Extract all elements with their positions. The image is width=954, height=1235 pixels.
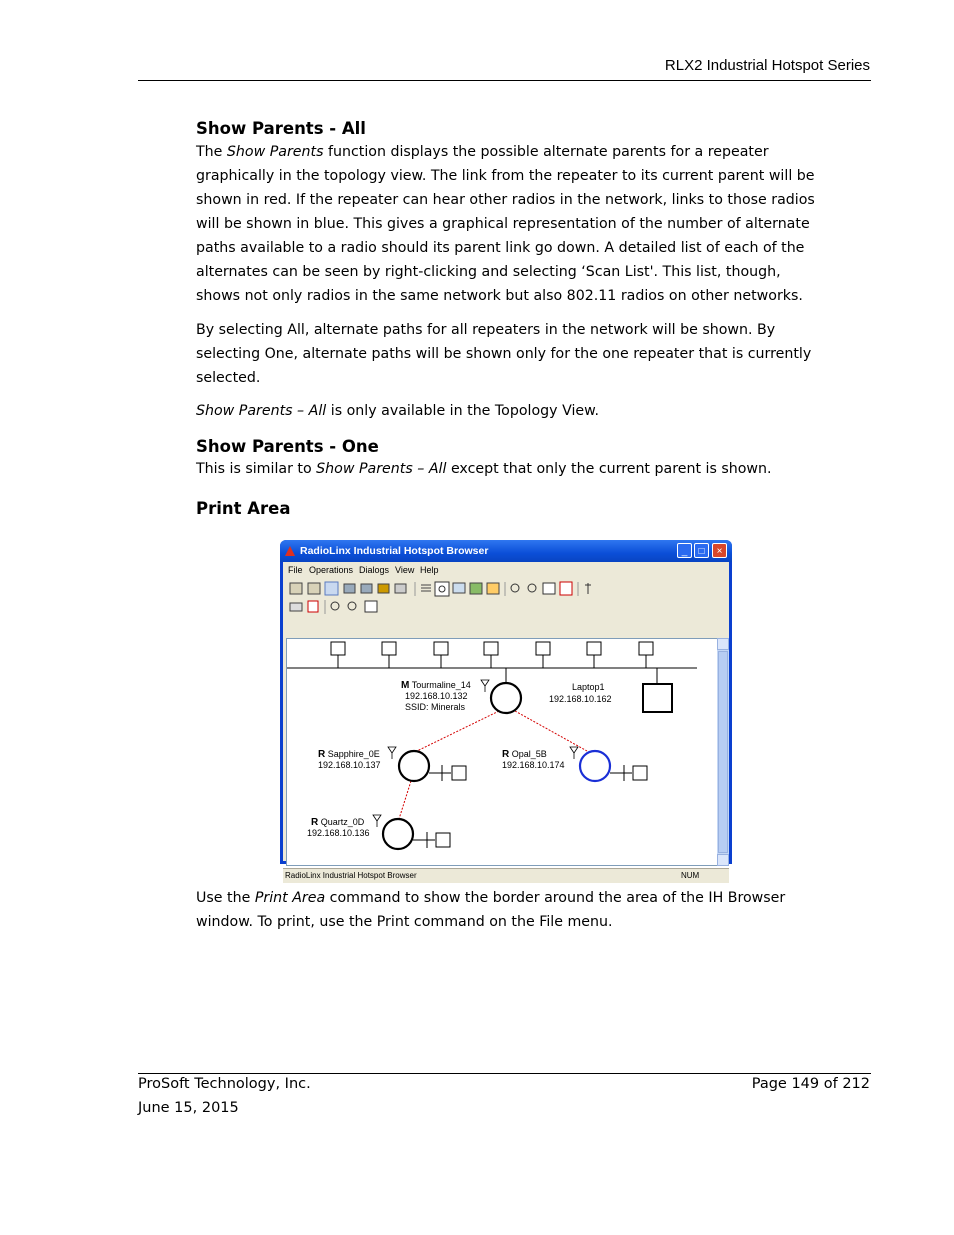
toolbar-secondary [285,598,385,616]
close-button[interactable]: × [712,543,727,558]
status-text: RadioLinx Industrial Hotspot Browser [285,871,417,880]
sapphire-node-label [318,749,381,771]
opal-node-label [502,749,565,771]
opal-ip: 192.168.10.174 [502,760,565,770]
scroll-up-arrow-icon[interactable] [717,638,729,650]
ih-browser-window [280,540,732,880]
toolbar-icons [285,580,625,598]
laptop-node-label [549,681,612,705]
scroll-thumb[interactable] [718,651,728,853]
footer-page-number: Page 149 of 212 [751,1076,870,1092]
footer-date: June 15, 2015 [138,1100,239,1116]
laptop-ip: 192.168.10.162 [549,694,612,704]
heading-show-parents-one: Show Parents - One [196,437,379,456]
paragraph-show-parents-one: This is similar to Show Parents – All except that only the current parent is shown. [196,461,772,477]
footer-rule [138,1073,871,1074]
scroll-down-arrow-icon[interactable] [717,854,729,866]
minimize-button[interactable]: _ [677,543,692,558]
heading-print-area: Print Area [196,499,291,518]
running-header: RLX2 Industrial Hotspot Series [664,57,870,74]
laptop-name: Laptop1 [572,682,605,692]
quartz-ip: 192.168.10.136 [307,828,370,838]
maximize-button[interactable]: □ [694,543,709,558]
footer-company: ProSoft Technology, Inc. [138,1076,311,1092]
toolbar-print-icons [285,598,385,616]
status-bar [283,868,729,883]
topology-view[interactable] [286,638,718,866]
window-title: RadioLinx Industrial Hotspot Browser [300,545,489,557]
paragraph-print-area: Use the Print Area command to show the border around the area of the IH Browser window. To print, use the Print command on the File menu. [196,890,786,930]
menu-file[interactable]: File [288,565,303,575]
paragraph-show-parents-description: The Show Parents function displays the possible alternate parents for a repeater graphically in the topology view. The link from the repeater to its current parent will be shown in red. If the repeater can hear other radios in the network, links to those radios will be shown in blue. This gives a graphical representation of the number of alternate paths available to a radio should its parent link go down. A detailed list of each of the alternates can be seen by right-clicking and selecting ‘Scan List'. This list, though, shows not only radios in the same network but also 802.11 radios on other networks. [196,144,815,304]
master-node-label [401,680,471,713]
paragraph-topology-only: Show Parents – All is only available in the Topology View. [196,403,599,419]
vertical-scrollbar[interactable] [717,638,729,866]
master-ssid: SSID: Minerals [405,702,466,712]
radiolinx-logo-icon [285,546,295,556]
opal-name: Opal_5B [511,749,547,759]
sapphire-ip: 192.168.10.137 [318,760,381,770]
master-role: M [401,680,410,691]
master-ip: 192.168.10.132 [405,691,468,701]
header-rule [138,80,871,81]
master-name: Tourmaline_14 [411,680,471,690]
sapphire-name: Sapphire_0E [327,749,380,759]
status-num: NUM [681,871,700,880]
sapphire-role: R [318,749,326,760]
opal-role: R [502,749,510,760]
toolbar-main [285,580,625,598]
menu-bar [283,562,729,578]
window-titlebar [280,540,732,562]
window-client [283,562,729,880]
quartz-node-label [307,817,370,839]
quartz-role: R [311,817,319,828]
menu-operations[interactable]: Operations [309,565,354,575]
quartz-name: Quartz_0D [320,817,365,827]
menu-dialogs[interactable]: Dialogs [359,565,390,575]
paragraph-selecting-all-one: By selecting All, alternate paths for all repeaters in the network will be shown. By selecting One, alternate paths will be shown only for the one repeater that is currently selected. [196,322,812,386]
menu-help[interactable]: Help [420,565,439,575]
menu-view[interactable]: View [395,565,415,575]
heading-show-parents-all: Show Parents - All [196,119,366,138]
